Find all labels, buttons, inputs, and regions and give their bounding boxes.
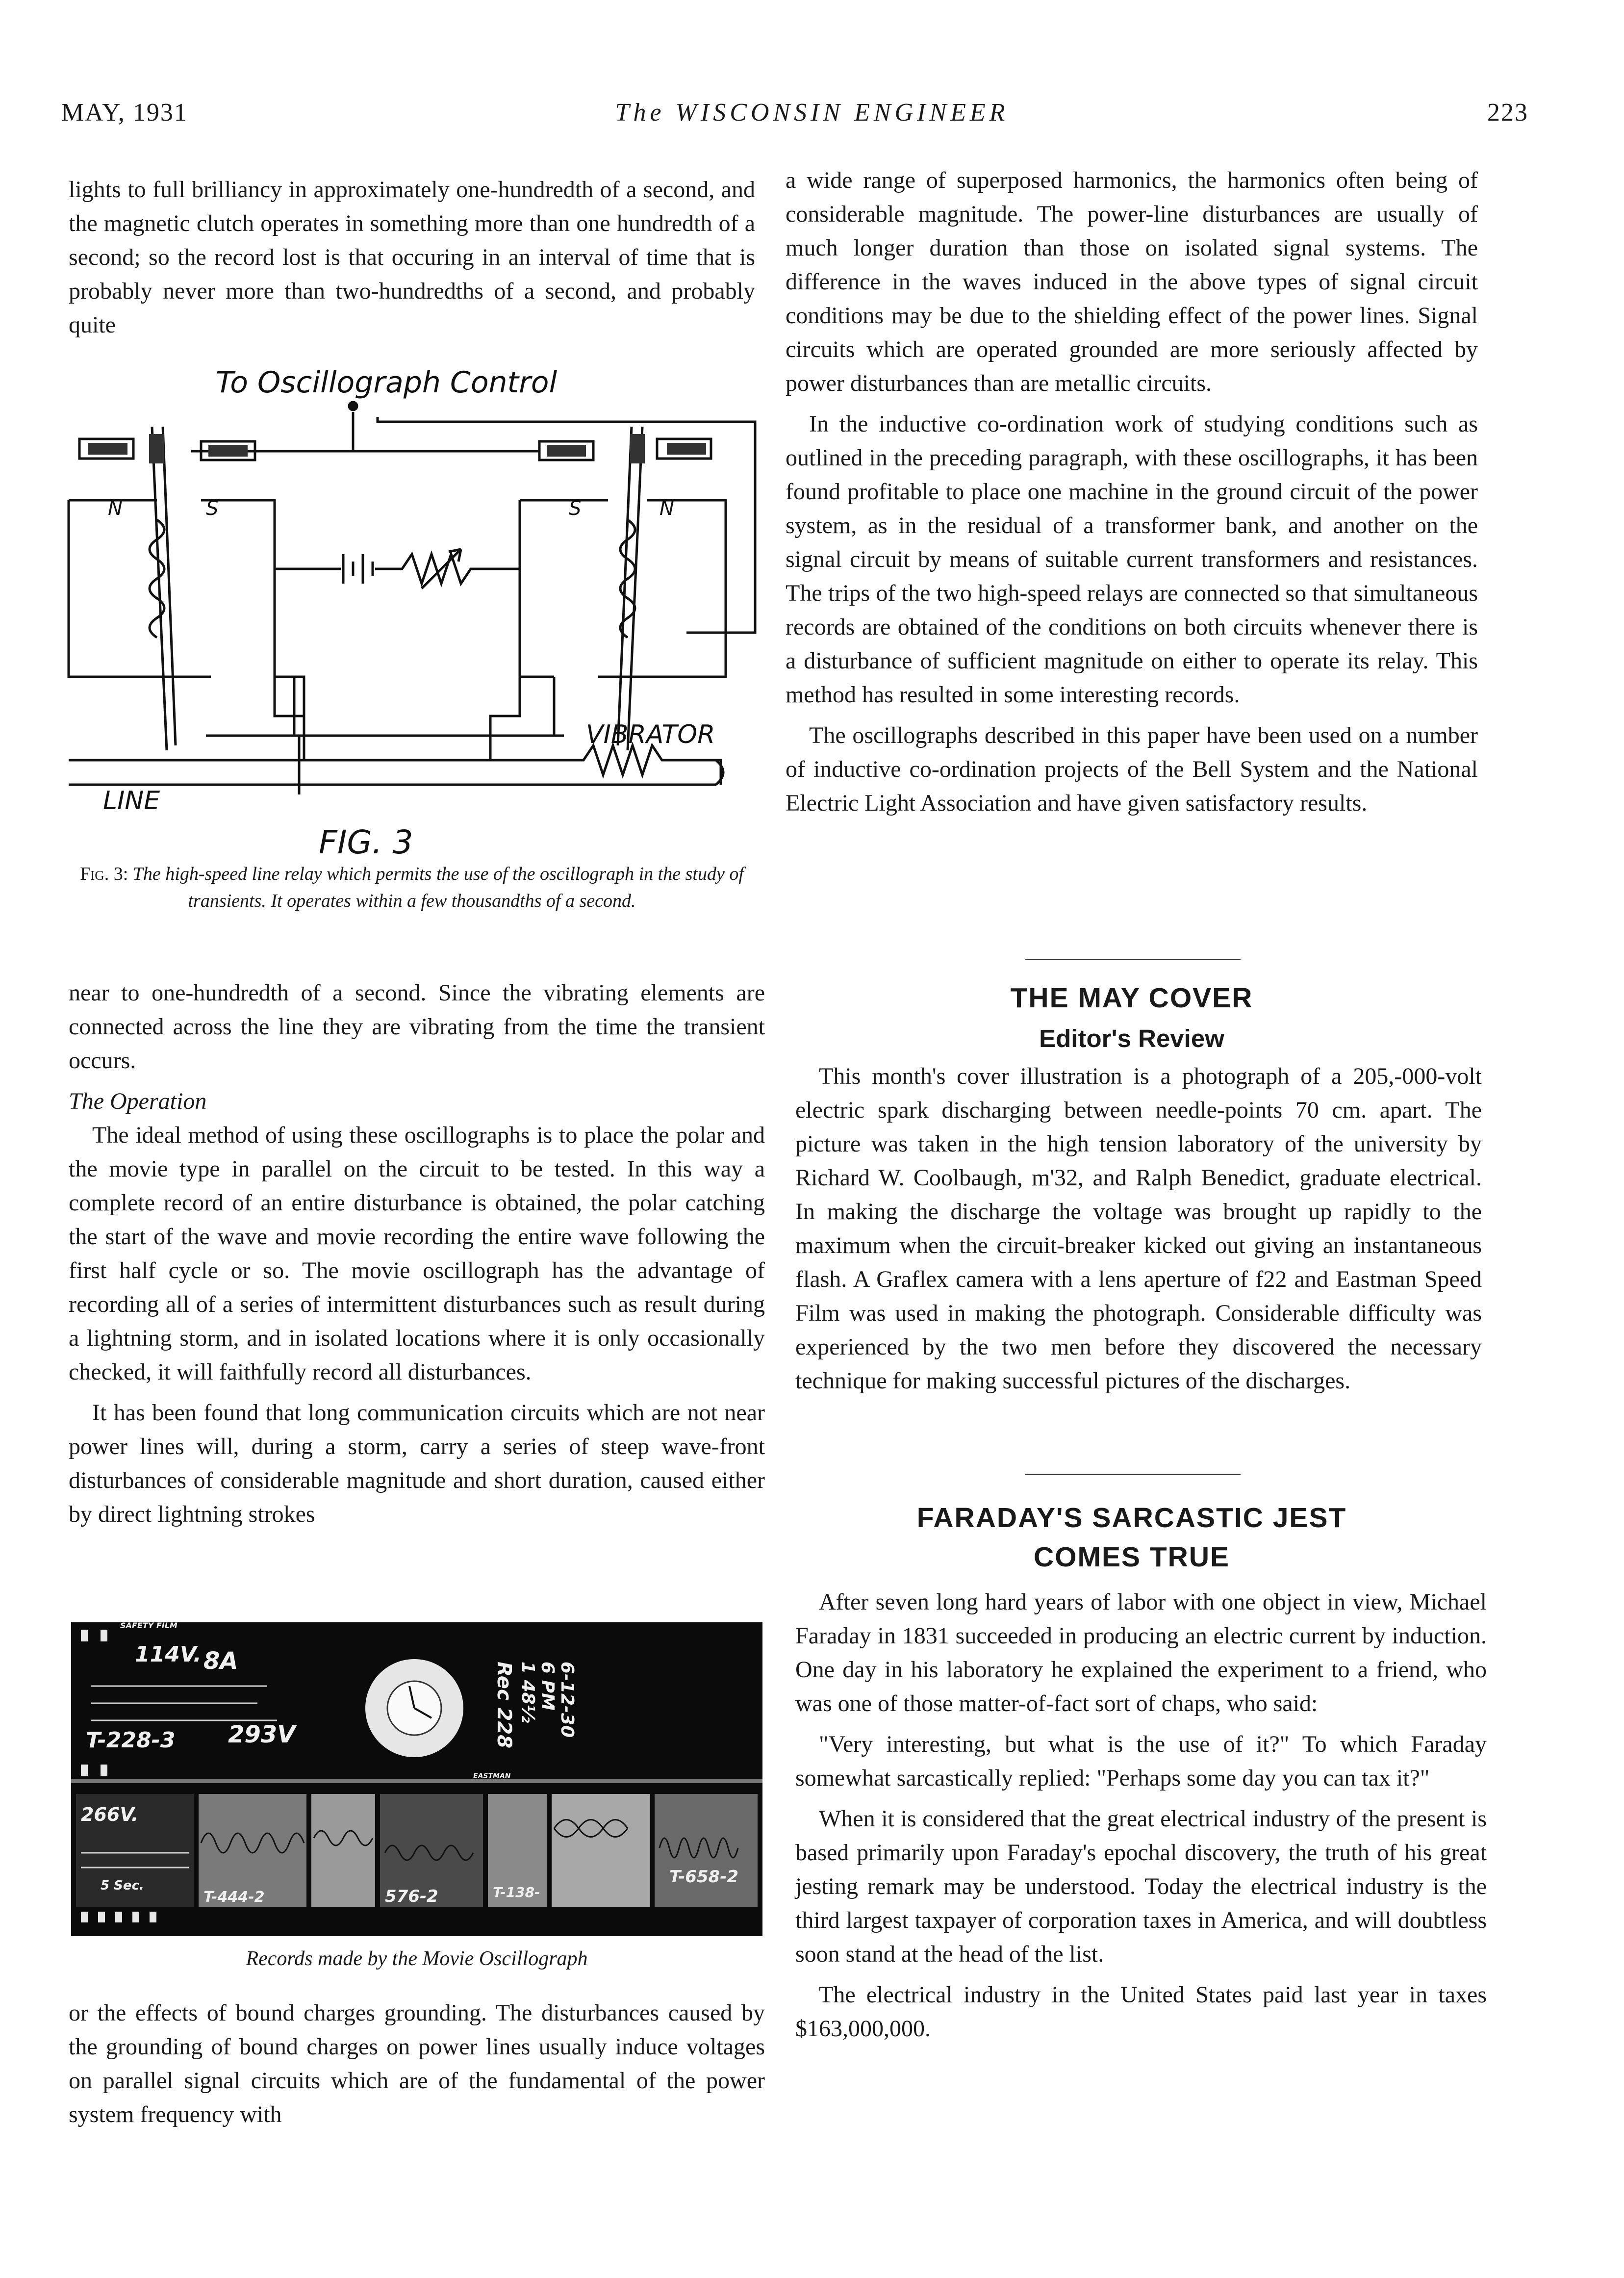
- left-column-top: [69, 173, 755, 342]
- paragraph: The oscillographs described in this paper have been used on a number of inductive co-ordination projects of the Bell System and the National Electric Light Association and have given satisfactory results.: [786, 722, 1478, 816]
- header-page-number: 223: [1487, 99, 1528, 127]
- photo-voltage-3: 266V.: [81, 1804, 139, 1825]
- photo-amperage: 8A: [203, 1647, 238, 1675]
- paragraph: When it is considered that the great electrical industry of the present is based primarily upon Faraday's epochal discovery, the truth of his great jesting remark may be understood. Today the electrical industry is the third largest taxpayer of corporation taxes in America, and will doubtless soon stand at the head of the list.: [795, 1806, 1487, 1967]
- photo-seconds: 5 Sec.: [101, 1878, 144, 1893]
- photo-trace-4: T-658-2: [669, 1867, 739, 1887]
- photo-trace-2: 576-2: [385, 1887, 438, 1906]
- paragraph: a wide range of superposed harmonics, the harmonics often being of considerable magnitude. The power-line disturbances are usually of much longer duration than those on isolated signal systems. The difference in the waves induced in the above types of signal circuit conditions may be due to the shielding effect of the power lines. Signal circuits which are operated grounded are more seriously affected by power disturbances than are metallic circuits.: [786, 167, 1478, 396]
- may-cover-title: THE MAY COVER: [1010, 982, 1253, 1014]
- caption-label: Fig. 3:: [80, 864, 128, 884]
- right-column-top: [786, 163, 1478, 820]
- photo-rec-number: Rec 228: [493, 1662, 515, 1749]
- paragraph: The electrical industry in the United States paid last year in taxes $163,000,000.: [795, 1982, 1487, 2042]
- fig3-label-s-right: S: [569, 497, 582, 520]
- photo-voltage-1: 114V.: [135, 1642, 202, 1667]
- fig3-label-s-left: S: [206, 497, 219, 520]
- may-cover-subtitle: Editor's Review: [1039, 1024, 1224, 1052]
- may-cover-body: [795, 1059, 1482, 1398]
- paragraph: It has been found that long communication circuits which are not near power lines will, during a storm, carry a series of steep wave-front disturbances of considerable magnitude and short duration, caused either by direct lightning strokes: [69, 1400, 765, 1527]
- photo-record-id: T-228-3: [86, 1728, 176, 1753]
- fig3-title: To Oscillograph Control: [216, 365, 558, 400]
- photo-rec-time: 6 PM: [537, 1662, 558, 1711]
- caption-text: The high-speed line relay which permits the use of the oscillograph in the study of transients. It operates within a few thousandths of a second.: [132, 864, 744, 911]
- paragraph: or the effects of bound charges grounding. The disturbances caused by the grounding of bound charges on power lines usually induce voltages on parallel signal circuits which are of the fundamental of the power system frequency with: [69, 2000, 765, 2127]
- photo-safety-film: SAFETY FILM: [120, 1622, 178, 1630]
- paragraph: The ideal method of using these oscillographs is to place the polar and the movie type in parallel on the circuit to be tested. In this way a complete record of an entire disturbance is obtained, the polar catching the start of the wave and movie recording the entire wave following the first half cycle or so. The movie oscillograph has the advantage of recording all of a series of intermittent disturbances such as result during a lightning storm, and in isolated locations where it is only occasionally checked, it will faithfully record all disturbances.: [69, 1122, 765, 1385]
- fig3-label-n-left: N: [108, 497, 123, 520]
- faraday-title-line-2: COMES TRUE: [1033, 1541, 1230, 1573]
- faraday-title-line-1: FARADAY'S SARCASTIC JEST: [916, 1502, 1347, 1534]
- section-divider: [1025, 1474, 1241, 1475]
- photo-rec-date: 6-12-30: [557, 1662, 577, 1738]
- photo-trace-3: T-138-: [493, 1884, 540, 1900]
- fig3-figure-label: FIG. 3: [319, 823, 413, 861]
- section-subhead: The Operation: [69, 1088, 207, 1114]
- photo-rec-detail: 1 48½: [518, 1662, 538, 1723]
- figure-3-relay-diagram: [59, 353, 765, 863]
- fig3-label-n-right: N: [660, 497, 674, 520]
- fig3-vibrator-label: VIBRATOR: [586, 720, 715, 749]
- photo-voltage-2: 293V: [228, 1721, 296, 1748]
- paragraph: This month's cover illustration is a photograph of a 205,-000-volt electric spark discharging between needle-points 70 cm. apart. The picture was taken in the high tension laboratory of the university by Richard W. Coolbaugh, m'32, and Ralph Benedict, graduate electrical. In making the discharge the voltage was brought up rapidly to the maximum when the circuit-breaker kicked out giving an instantaneous flash. A Graflex camera with a lens aperture of f22 and Eastman Speed Film was used in making the photograph. Considerable difficulty was experienced by the two men before they discovered the necessary technique for making successful pictures of the discharges.: [795, 1063, 1482, 1394]
- section-divider: [1025, 959, 1241, 960]
- faraday-body: [795, 1585, 1487, 2046]
- photo-trace-1: T-444-2: [203, 1889, 265, 1906]
- paragraph: lights to full brilliancy in approximately one-hundredth of a second, and the magnetic clutch operates in something more than one hundredth of a second; so the record lost is that occuring in an interval of time that is probably never more than two-hundredths of a second, and probably quite: [69, 177, 755, 338]
- paragraph: "Very interesting, but what is the use of it?" To which Faraday somewhat sarcastically replied: "Perhaps some day you can tax it?": [795, 1731, 1487, 1791]
- header-journal-title: The WISCONSIN ENGINEER: [615, 99, 1009, 127]
- paragraph: near to one-hundredth of a second. Since the vibrating elements are connected across the line they are vibrating from the time the transient occurs.: [69, 980, 765, 1074]
- left-column-middle: [69, 976, 765, 1531]
- figure-3-caption: [64, 861, 760, 915]
- photo-brand: EASTMAN: [473, 1772, 511, 1780]
- fig3-line-label: LINE: [103, 786, 160, 816]
- paragraph: In the inductive co-ordination work of studying conditions such as outlined in the preceding paragraph, with these oscillographs, it has been found profitable to place one machine in the ground circuit of the power system, as in the residual of a transformer bank, and another on the signal circuit by means of suitable current transformers and resistances. The trips of the two high-speed relays are connected so that simultaneous records are obtained of the conditions on both circuits whenever there is a disturbance of sufficient magnitude on either to operate its relay. This method has resulted in some interesting records.: [786, 411, 1478, 708]
- left-column-bottom: [69, 1996, 765, 2131]
- movie-oscillograph-records-photo: [71, 1622, 762, 1936]
- paragraph: After seven long hard years of labor with one object in view, Michael Faraday in 1831 succeeded in producing an electric current by induction. One day in his laboratory he explained the experiment to a friend, who was one of those matter-of-fact sort of chaps, who said:: [795, 1589, 1487, 1716]
- photo-caption: Records made by the Movie Oscillograph: [246, 1947, 588, 1970]
- header-date: MAY, 1931: [61, 99, 188, 127]
